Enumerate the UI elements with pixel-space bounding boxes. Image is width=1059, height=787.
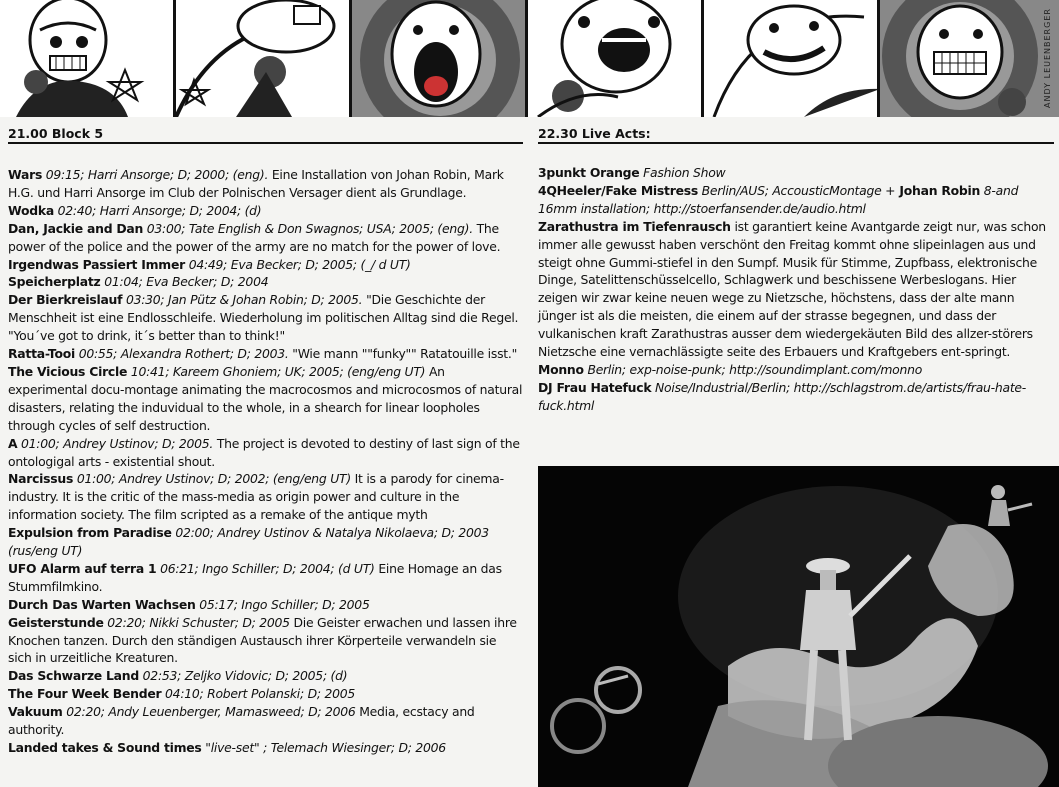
entry-description: An experimental docu-montage animating the macrocosmos and microcosmos of natural disasters, relating the induvidual to the whole, in a shearch for linear loopholes through cycles of self destruction. (8, 363, 523, 433)
entry-title: Speicherplatz (8, 274, 101, 290)
entry-meta: 02:40; Harri Ansorge; D; 2004; (d) (53, 202, 262, 218)
heading-rule (8, 142, 523, 144)
entry-meta: 02:20; Nikki Schuster; D; 2005 (103, 614, 290, 630)
entry-title: The Four Week Bender (8, 686, 162, 702)
entry-meta: 05:17; Ingo Schiller; D; 2005 (195, 596, 370, 612)
entry-meta: 02:53; Zeljko Vidovic; D; 2005; (d) (138, 668, 348, 684)
entry-meta: Fashion Show (639, 165, 726, 180)
live-acts-list (538, 164, 1054, 415)
program-entry (8, 202, 523, 220)
program-list (8, 166, 523, 757)
photo-credit: ANDY LEUENBERGER (1043, 8, 1052, 108)
right-column (538, 126, 1054, 415)
block-heading: 21.00 Block 5 (8, 126, 104, 141)
entry-description: Media, ecstacy and authority. (8, 704, 475, 738)
entry-title: Irgendwas Passiert Immer (8, 256, 185, 272)
comic-strip (0, 0, 1059, 117)
entry-description: "Wie mann ""funky"" Ratatouille isst." (288, 346, 518, 362)
left-column (8, 126, 523, 757)
program-entry (8, 524, 523, 560)
program-entry (8, 703, 523, 739)
entry-meta: 01:04; Eva Becker; D; 2004 (100, 274, 269, 290)
program-entry (8, 256, 523, 274)
comic-panel-5 (704, 0, 880, 117)
program-entry (8, 739, 523, 757)
entry-meta: 03:30; Jan Pütz & Johan Robin; D; 2005. (122, 292, 363, 308)
entry-meta: Berlin/AUS; AccousticMontage + (697, 182, 896, 198)
program-entry (538, 379, 1054, 415)
entry-meta: 10:41; Kareem Ghoniem; UK; 2005; (eng/eng UT) (127, 363, 426, 379)
program-entry (538, 361, 1054, 379)
entry-description: ist garantiert keine Avantgarde zeigt nur, was schon immer alle gewusst haben verschönt den Freitag kommt ohne slipeinlagen aus und steigt ohne Gummi-stiefel in den Sumpf. Musik für Stimme, Zupfbass, elektronische Dinge, Satelittenschüsselcello, Schlagwerk und beschissene Werbeslogans. Hier zeigen wir zwar keine neuen wege zu Nietzsche, höchstens, dass der alte mann jünger ist als die meisten, die einem auf der strasse begegnen, und dass der vulkanischen kraft Zarathustras ausser dem wiedergekäuten Bild des allzer-störers Nietzsche eine vernachlässigte seite des Erbauers und Kraftgebers ent-springt. (538, 218, 1046, 360)
entry-title: Vakuum (8, 704, 63, 720)
entry-title: Landed takes & Sound times (8, 740, 202, 755)
concert-photo (538, 466, 1059, 787)
entry-meta: 00:55; Alexandra Rothert; D; 2003. (75, 346, 289, 362)
entry-title: Narcissus (8, 471, 74, 487)
program-entry (8, 596, 523, 614)
program-entry (8, 345, 523, 363)
program-entry (8, 560, 523, 596)
entry-title: DJ Frau Hatefuck (538, 379, 652, 395)
program-entry (538, 218, 1054, 361)
entry-meta: Berlin; exp-noise-punk; http://soundimplant.com/monno (583, 361, 923, 377)
comic-panel-6 (880, 0, 1059, 117)
entry-meta: 09:15; Harri Ansorge; D; 2000; (eng). (42, 167, 269, 182)
program-entry (8, 614, 523, 668)
program-entry (8, 166, 523, 202)
entry-meta: 01:00; Andrey Ustinov; D; 2005. (17, 435, 214, 451)
entry-meta: 01:00; Andrey Ustinov; D; 2002; (eng/eng UT) (73, 471, 351, 487)
entry-description: The project is devoted to destiny of last sign of the ontologigal arts - existential shout. (8, 435, 520, 469)
program-entry (8, 363, 523, 435)
entry-title: Wars (8, 167, 43, 182)
entry-description: Eine Homage an das Stummfilmkino. (8, 560, 502, 594)
comic-panel-2 (176, 0, 352, 117)
entry-title: Der Bierkreislauf (8, 292, 123, 308)
entry-meta: 02:00; Andrey Ustinov & Natalya Nikolaeva; D; 2003 (rus/eng UT) (8, 525, 489, 559)
live-acts-heading: 22.30 Live Acts: (538, 126, 651, 141)
program-entry (538, 182, 1054, 218)
comic-panel-4 (528, 0, 704, 117)
entry-meta: 03:00; Tate English & Don Swagnos; USA; 2005; (eng). (143, 220, 473, 236)
entry-title: A (8, 435, 18, 451)
entry-meta: 02:20; Andy Leuenberger, Mamasweed; D; 2006 (62, 704, 356, 720)
entry-description: It is a parody for cinema-industry. It is the critic of the mass-media as origin power and culture in the information society. The film scripted as a remake of the antique myth (8, 471, 504, 523)
heading-rule (538, 142, 1054, 144)
entry-meta: 04:10; Robert Polanski; D; 2005 (161, 686, 356, 702)
program-entry (8, 273, 523, 291)
entry-title: 4QHeeler/Fake Mistress (538, 182, 698, 198)
entry-description: Eine Installation von Johan Robin, Mark H.G. und Harri Ansorge im Club der Polnischen Versager dient als Grundlage. (8, 167, 504, 200)
entry-meta: "live-set" ; Telemach Wiesinger; D; 2006 (201, 740, 446, 755)
entry-title: UFO Alarm auf terra 1 (8, 560, 157, 576)
entry-title: Das Schwarze Land (8, 668, 139, 684)
entry-title: 3punkt Orange (538, 165, 640, 180)
program-entry (8, 435, 523, 471)
entry-title: The Vicious Circle (8, 363, 128, 379)
program-entry (8, 667, 523, 685)
entry-title: Durch Das Warten Wachsen (8, 596, 196, 612)
comic-panel-1 (0, 0, 176, 117)
entry-title: Zarathustra im Tiefenrausch (538, 218, 731, 234)
entry-meta: 06:21; Ingo Schiller; D; 2004; (d UT) (156, 560, 375, 576)
program-entry (8, 220, 523, 256)
entry-description: Die Geister erwachen und lassen ihre Knochen tanzen. Durch den ständigen Austausch ihrer Körperteile verwandeln sie sich in urzeitliche Kreaturen. (8, 614, 517, 666)
entry-title-secondary: Johan Robin (895, 182, 981, 198)
entry-meta: Noise/Industrial/Berlin; http://schlagstrom.de/artists/frau-hate-fuck.html (538, 379, 1027, 413)
entry-title: Geisterstunde (8, 614, 104, 630)
comic-panel-3 (352, 0, 528, 117)
entry-description: "Die Geschichte der Menschheit ist eine Endlosschleife. Wiederholung im politischen Alltag sind die Regel. "You´ve got to drink, it´s better than to think!" (8, 292, 519, 344)
entry-meta: 04:49; Eva Becker; D; 2005; (_/ d UT) (185, 256, 411, 272)
program-entry (538, 164, 1054, 182)
entry-meta-secondary: 8-and 16mm installation; http://stoerfansender.de/audio.html (538, 182, 1019, 216)
program-entry (8, 685, 523, 703)
entry-title: Expulsion from Paradise (8, 525, 172, 541)
program-entry (8, 470, 523, 524)
entry-title: Wodka (8, 202, 54, 218)
program-entry (8, 291, 523, 345)
entry-description: The power of the police and the power of the army are no match for the power of love. (8, 220, 501, 254)
entry-title: Dan, Jackie and Dan (8, 220, 144, 236)
entry-title: Ratta-Tooi (8, 346, 76, 362)
entry-title: Monno (538, 361, 584, 377)
